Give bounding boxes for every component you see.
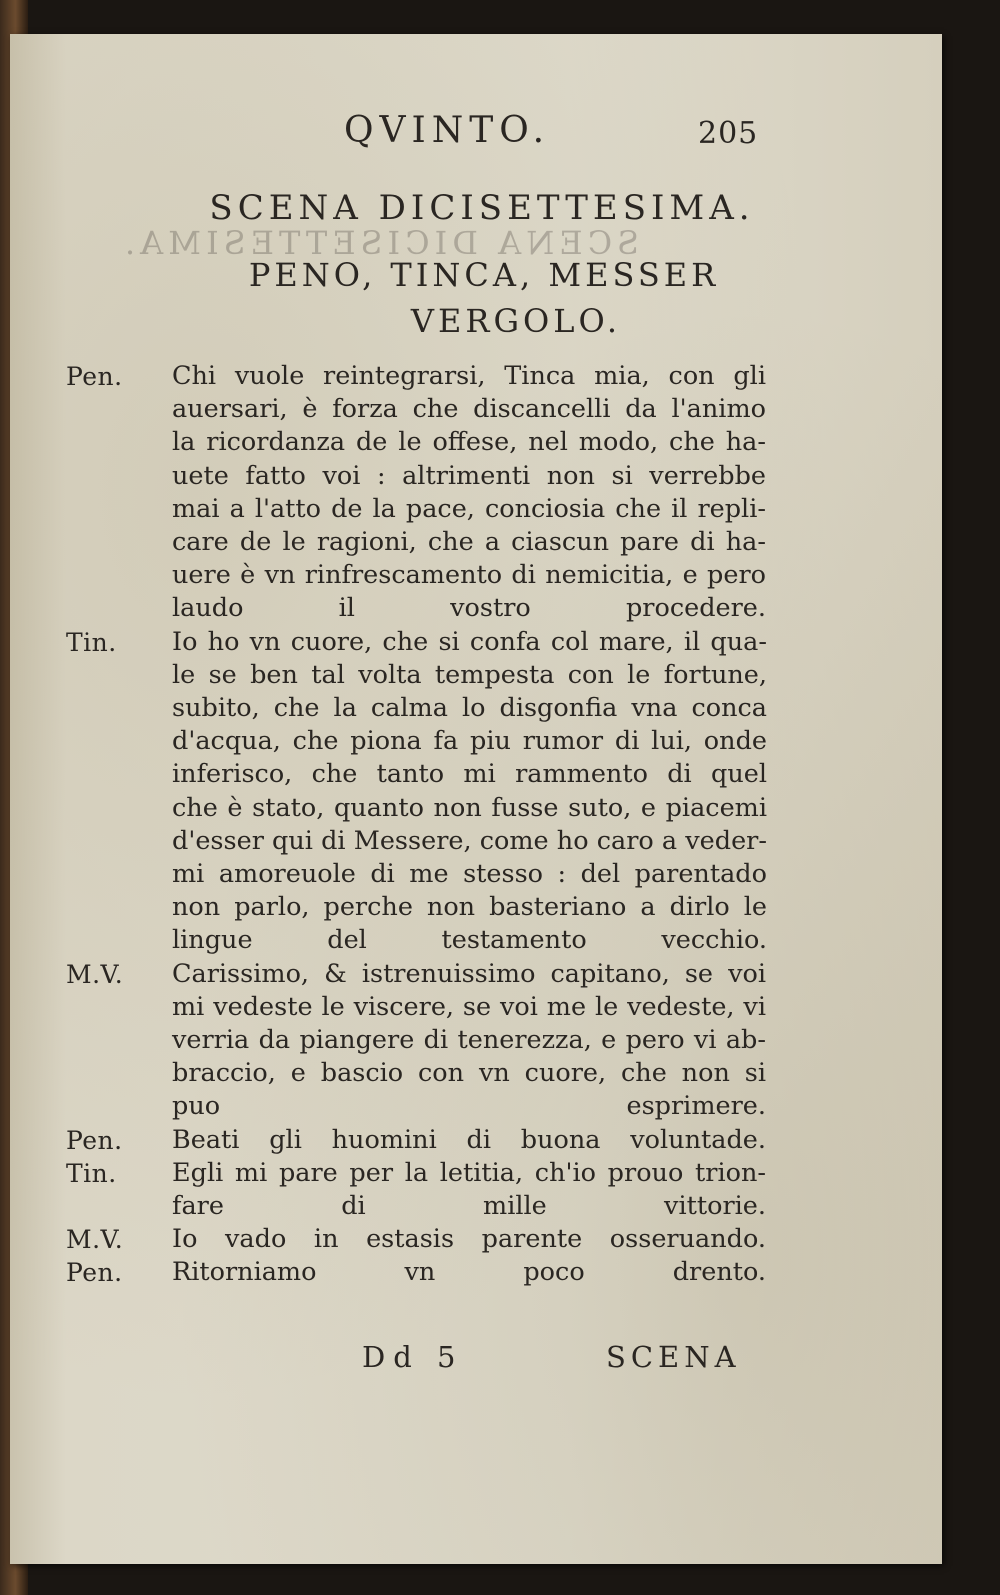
text-line: Carissimo, & istrenuissimo capitano, se voi: [172, 958, 766, 989]
speech-text: [172, 626, 767, 958]
speech-text: [172, 1223, 766, 1256]
speech: [66, 958, 766, 1124]
text-line: lingue del testamento vecchio.: [172, 925, 767, 956]
speech: [66, 1157, 766, 1223]
text-line: Io vado in estasis parente osseruando.: [172, 1224, 766, 1255]
text-line: laudo il vostro procedere.: [172, 593, 766, 624]
speech: [66, 1223, 766, 1256]
text-line: uere è vn rinfrescamento di nemicitia, e pero: [172, 560, 766, 591]
speech: [66, 626, 766, 958]
text-line: care de le ragioni, che a ciascun pare di ha-: [172, 527, 766, 558]
text-line: uete fatto voi : altrimenti non si verrebbe: [172, 460, 766, 491]
text-line: subito, che la calma lo disgonfia vna conca: [172, 693, 767, 724]
speech-text: [172, 958, 766, 1124]
text-line: Io ho vn cuore, che si confa col mare, il qua-: [172, 626, 767, 657]
speech-text: [172, 360, 766, 626]
speech: [66, 1256, 766, 1289]
catchword: SCENA: [606, 1340, 741, 1374]
text-line: Ritorniamo vn poco drento.: [172, 1257, 766, 1288]
text-line: inferisco, che tanto mi rammento di quel: [172, 759, 767, 790]
speaker-label: Pen.: [66, 1125, 123, 1155]
page-number: 205: [698, 116, 759, 151]
book-page: [10, 34, 942, 1564]
text-line: mai a l'atto de la pace, conciosia che il repli-: [172, 493, 766, 524]
show-through-text: SCENA DICISETTESIMA.: [120, 224, 639, 262]
text-line: mi amoreuole di me stesso : del parentado: [172, 859, 767, 890]
text-line: fare di mille vittorie.: [172, 1191, 766, 1222]
text-line: auersari, è forza che discancelli da l'animo: [172, 394, 766, 425]
running-title: QVINTO.: [344, 110, 551, 151]
page-header: [10, 110, 942, 160]
text-line: che è stato, quanto non fusse suto, e piacemi: [172, 792, 767, 823]
text-line: non parlo, perche non basteriano a dirlo le: [172, 892, 767, 923]
speaker-label: Pen.: [66, 362, 123, 391]
text-line: Egli mi pare per la letitia, ch'io prouo trion-: [172, 1157, 766, 1188]
speech: [66, 1124, 766, 1157]
scene-characters-line-2: VERGOLO.: [410, 302, 622, 340]
text-line: mi vedeste le viscere, se voi me le vedeste, vi: [172, 991, 766, 1022]
text-line: la ricordanza de le offese, nel modo, che ha-: [172, 427, 766, 458]
text-line: Chi vuole reintegrarsi, Tinca mia, con gli: [172, 361, 766, 391]
text-line: d'esser qui di Messere, come ho caro a veder-: [172, 825, 767, 856]
scene-characters-line-1: PENO, TINCA, MESSER: [248, 256, 720, 294]
speaker-label: Tin.: [66, 1158, 117, 1188]
page-footer: [10, 1340, 942, 1380]
text-line: le se ben tal volta tempesta con le fortune,: [172, 659, 767, 690]
speaker-label: Pen.: [66, 1258, 123, 1288]
speaker-label: M.V.: [66, 959, 124, 989]
speech: [66, 360, 766, 626]
text-line: verria da piangere di tenerezza, e pero vi ab-: [172, 1025, 766, 1056]
speaker-label: Tin.: [66, 627, 117, 657]
text-line: braccio, e bascio con vn cuore, che non si: [172, 1058, 766, 1089]
speaker-label: M.V.: [66, 1225, 124, 1255]
scene-title: SCENA DICISETTESIMA.: [209, 188, 755, 228]
signature-mark: Dd 5: [362, 1340, 464, 1374]
speech-text: [172, 1157, 766, 1223]
text-line: puo esprimere.: [172, 1091, 766, 1122]
speech-text: [172, 1124, 766, 1157]
dialogue-block: [66, 360, 766, 1290]
text-line: d'acqua, che piona fa piu rumor di lui, onde: [172, 726, 767, 757]
text-line: Beati gli huomini di buona voluntade.: [172, 1124, 766, 1155]
speech-text: [172, 1256, 766, 1289]
